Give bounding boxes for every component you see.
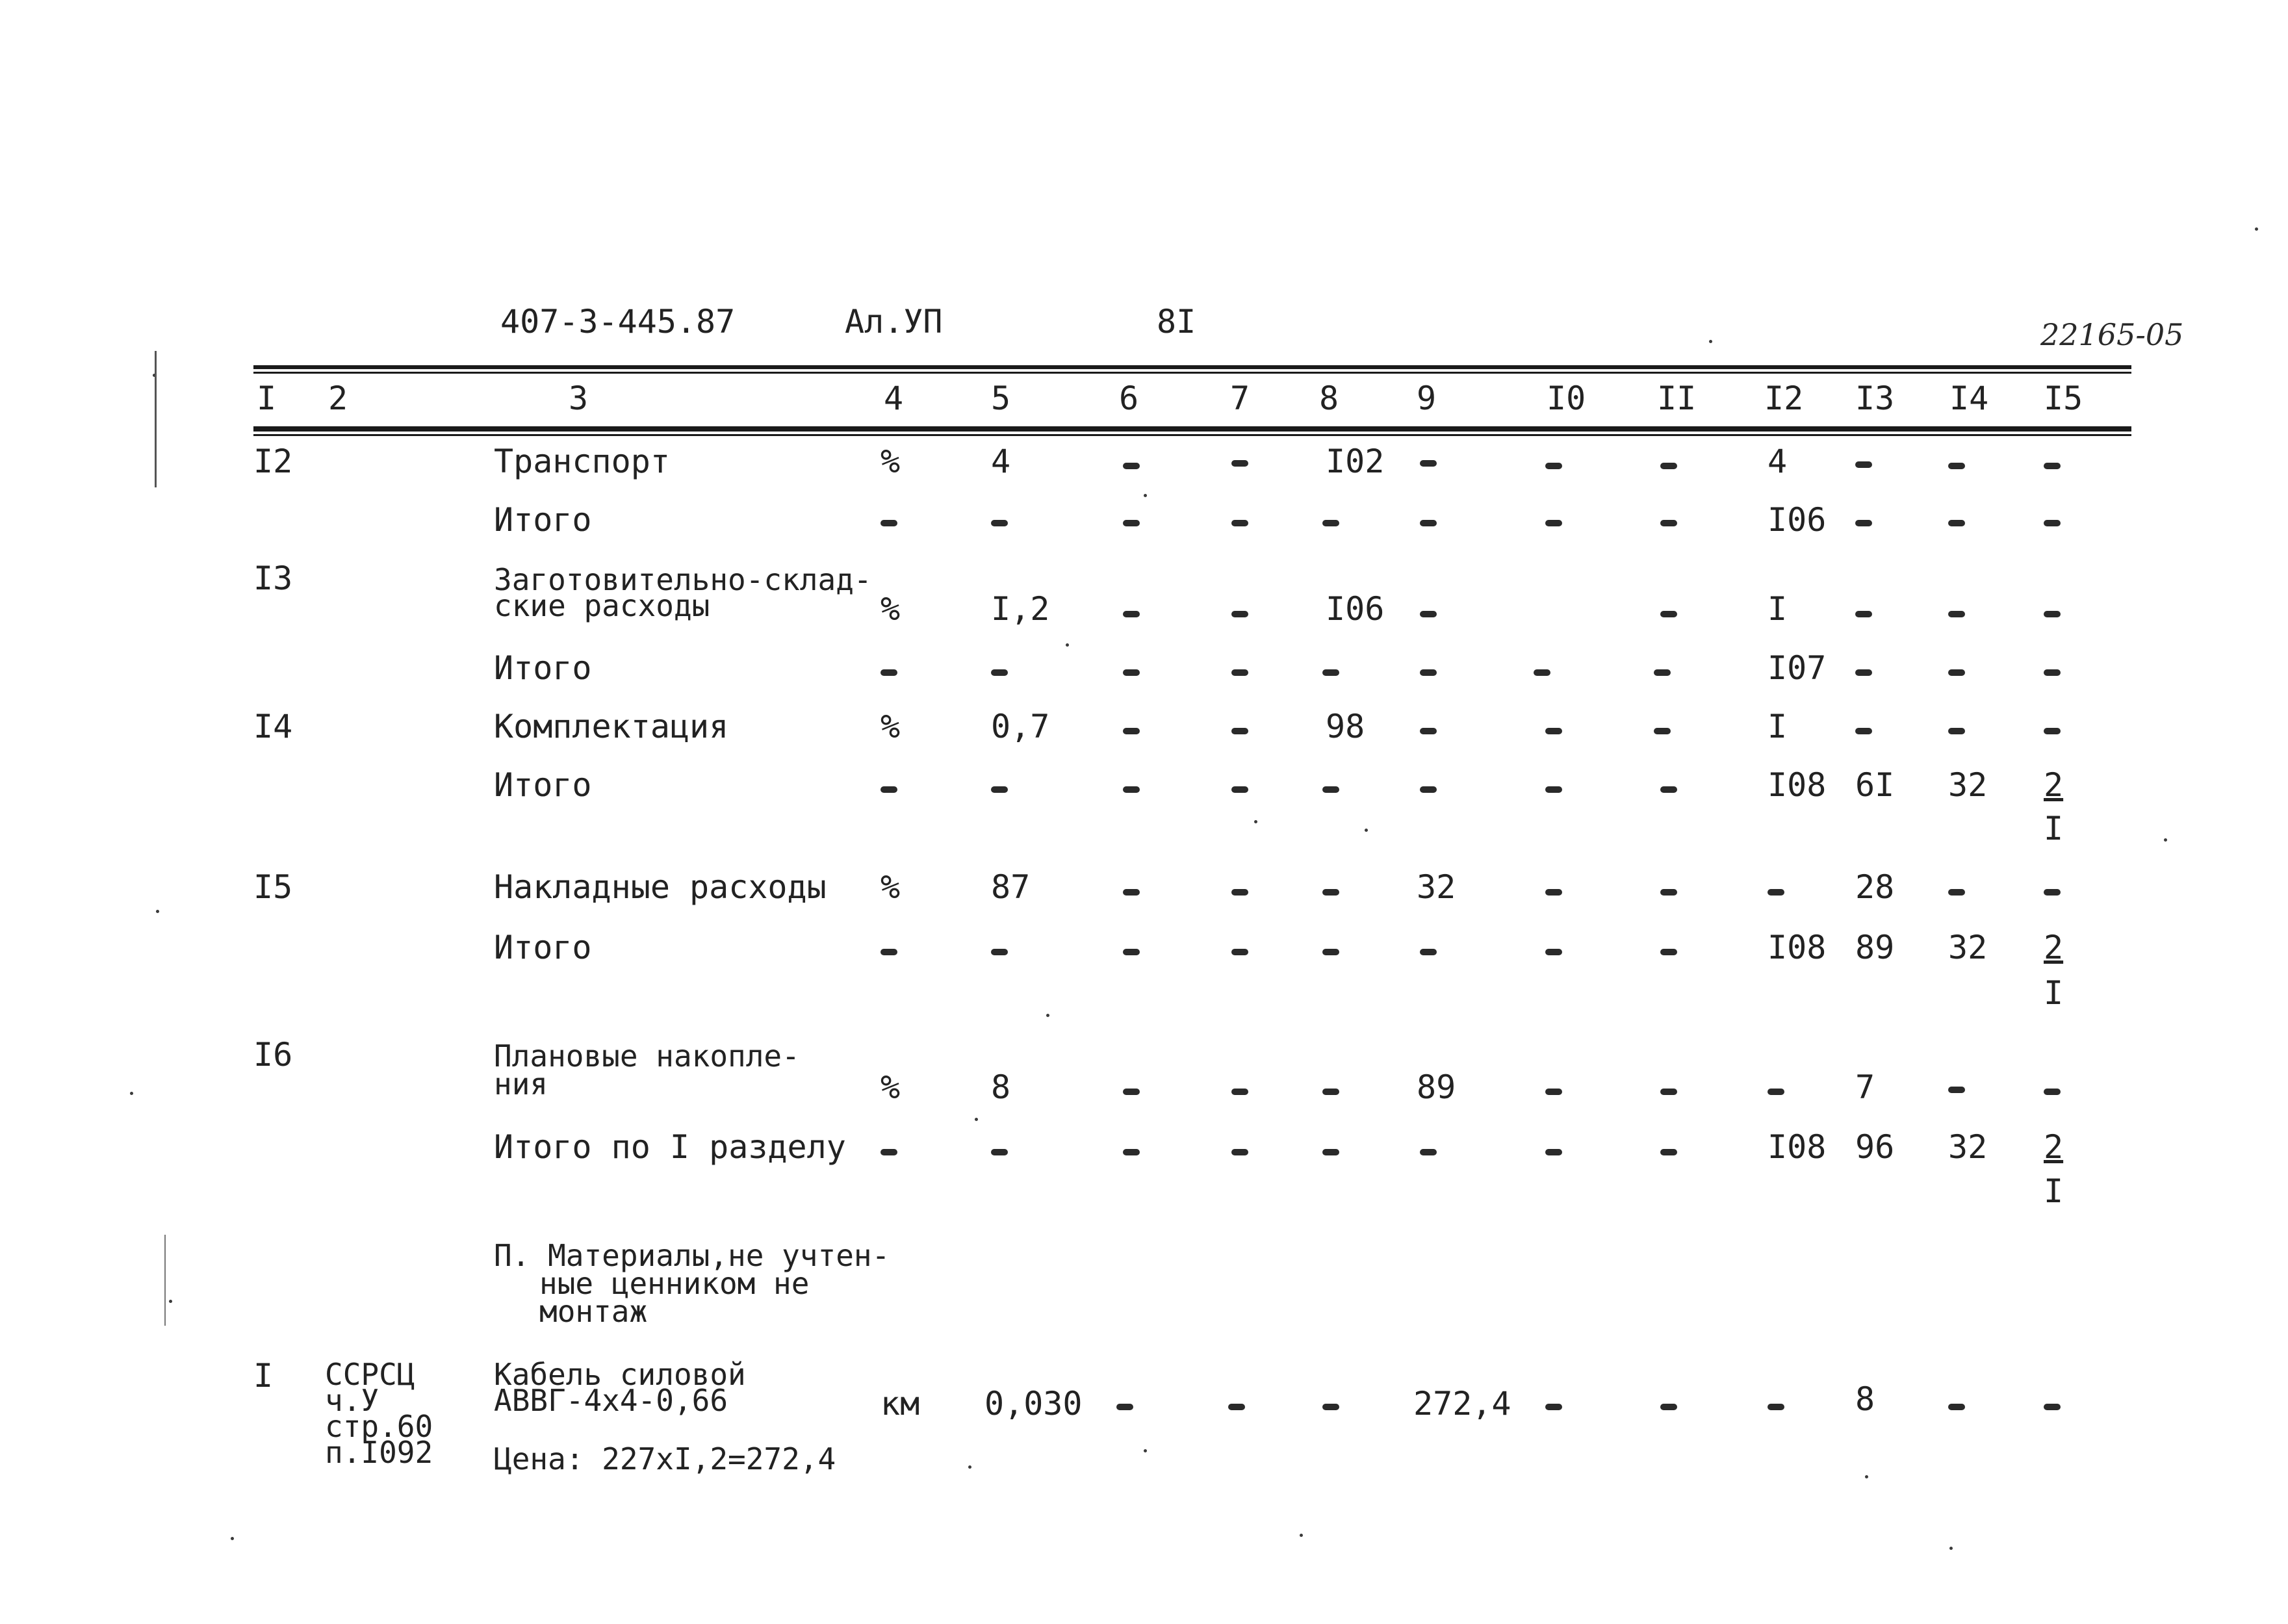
scan-speck [1144, 494, 1147, 497]
row-name-line2: АВВГ-4х4-0,66 [494, 1383, 728, 1418]
qty-cell: 0,030 [984, 1385, 1083, 1423]
page-number: 8I [1157, 303, 1196, 341]
col15-cell-bottom: I [2044, 810, 2064, 847]
dash [1855, 520, 1872, 526]
scan-speck [1709, 340, 1712, 343]
scan-speck [1865, 1475, 1868, 1478]
scan-speck [1365, 829, 1368, 832]
dash [2044, 889, 2061, 896]
col-header: 4 [884, 380, 904, 417]
dash [991, 786, 1008, 793]
col13-cell: 6I [1855, 766, 1895, 804]
dash [2044, 1404, 2061, 1410]
unit-cell: км [880, 1385, 920, 1423]
scan-speck [1949, 1547, 1953, 1550]
col12-cell: 4 [1767, 443, 1788, 480]
col12-cell: I08 [1767, 766, 1827, 804]
archive-stamp: 22165-05 [2040, 317, 2184, 352]
col-header: 2 [328, 380, 348, 417]
col13-cell: 96 [1855, 1128, 1895, 1166]
dash [1545, 1149, 1562, 1155]
rate-cell: 4 [991, 443, 1011, 480]
dash [1231, 460, 1248, 467]
dash [2044, 611, 2061, 617]
dash [2044, 1089, 2061, 1095]
scan-speck [1046, 1014, 1049, 1017]
col-header: 9 [1417, 380, 1437, 417]
col14-cell: 32 [1948, 929, 1988, 966]
dash [1767, 1404, 1784, 1410]
document-code: 407-3-445.87 [500, 303, 736, 341]
dash [1228, 1404, 1245, 1410]
row-name: Итого [494, 929, 592, 966]
row-name-line1: Плановые накопле- [494, 1038, 800, 1074]
row-name-line1: Кабель силовой [494, 1357, 746, 1392]
unit-cell: % [880, 590, 901, 628]
price-note: Цена: 227хI,2=272,4 [494, 1441, 836, 1476]
section-heading-line1: П. Материалы,не учтен- [494, 1238, 890, 1273]
dash [1660, 1089, 1677, 1095]
scan-speck [1300, 1534, 1303, 1537]
dash [991, 949, 1008, 955]
row-number: I4 [253, 708, 293, 745]
header-bottom-rule-1 [253, 426, 2131, 432]
dash [1420, 460, 1437, 467]
dash [1322, 1404, 1339, 1410]
dash [1123, 1149, 1140, 1155]
dash [1322, 889, 1339, 896]
dash [880, 949, 897, 955]
col-header: 7 [1230, 380, 1250, 417]
top-double-rule-1 [253, 365, 2131, 369]
dash [1231, 669, 1248, 676]
dash [1545, 786, 1562, 793]
dash [1654, 669, 1671, 676]
dash [1231, 728, 1248, 734]
col8-cell: I06 [1326, 590, 1385, 628]
col13-cell: 8 [1855, 1380, 1875, 1418]
col15-cell-bottom: I [2044, 1172, 2064, 1210]
col12-cell: I [1767, 708, 1788, 745]
dash [1420, 1149, 1437, 1155]
scan-speck [1254, 820, 1257, 823]
dash [991, 520, 1008, 526]
unit-cell: % [880, 708, 901, 745]
dash [1322, 1089, 1339, 1095]
rate-cell: 0,7 [991, 708, 1050, 745]
scan-speck [231, 1537, 234, 1540]
dash [1660, 949, 1677, 955]
col12-cell: I [1767, 590, 1788, 628]
col-header: I5 [2044, 380, 2083, 417]
row-name: Итого [494, 501, 592, 539]
dash [1123, 463, 1140, 469]
dash [1660, 786, 1677, 793]
dash [1948, 611, 1965, 617]
unit-cell: % [880, 868, 901, 906]
dash [1948, 669, 1965, 676]
col12-cell: I08 [1767, 929, 1827, 966]
scan-speck [1066, 643, 1069, 647]
row-number: I3 [253, 560, 293, 597]
binding-mark [155, 351, 157, 487]
dash [1545, 1404, 1562, 1410]
scan-speck [2164, 838, 2167, 842]
col-header: 6 [1119, 380, 1139, 417]
rate-cell: I,2 [991, 590, 1050, 628]
col-header: I3 [1855, 380, 1895, 417]
dash [1545, 949, 1562, 955]
dash [1654, 728, 1671, 734]
header-bottom-rule-2 [253, 434, 2131, 436]
dash [1855, 728, 1872, 734]
scan-speck [169, 1300, 172, 1303]
row-number: I2 [253, 443, 293, 480]
col8-cell: I02 [1326, 443, 1385, 480]
dash [1660, 611, 1677, 617]
dash [1123, 889, 1140, 896]
col13-cell: 89 [1855, 929, 1895, 966]
dash [1545, 728, 1562, 734]
col9-cell: 89 [1417, 1068, 1456, 1106]
dash [1231, 949, 1248, 955]
dash [1660, 889, 1677, 896]
row-name: Комплектация [494, 708, 729, 745]
col-header: I2 [1764, 380, 1804, 417]
dash [1231, 1089, 1248, 1095]
dash [1420, 520, 1437, 526]
dash [1545, 889, 1562, 896]
col14-cell: 32 [1948, 766, 1988, 804]
dash [1948, 728, 1965, 734]
dash [1660, 520, 1677, 526]
dash [1767, 1089, 1784, 1095]
dash [1948, 889, 1965, 896]
dash [1534, 669, 1550, 676]
dash [1420, 786, 1437, 793]
col9-cell: 272,4 [1413, 1385, 1511, 1423]
dash [880, 669, 897, 676]
dash [1322, 520, 1339, 526]
dash [1322, 949, 1339, 955]
rate-cell: 8 [991, 1068, 1011, 1106]
scan-speck [1144, 1449, 1147, 1452]
col12-cell: I07 [1767, 649, 1827, 687]
dash [1116, 1404, 1133, 1410]
dash [1420, 949, 1437, 955]
dash [1123, 669, 1140, 676]
col15-cell-bottom: I [2044, 974, 2064, 1012]
row-number: I6 [253, 1036, 293, 1074]
dash [1948, 1404, 1965, 1410]
dash [991, 1149, 1008, 1155]
col15-cell-top: 2 [2044, 1128, 2064, 1166]
scan-speck [975, 1118, 978, 1121]
row-name: Итого по I разделу [494, 1128, 846, 1166]
col-header: I4 [1949, 380, 1989, 417]
dash [1123, 728, 1140, 734]
dash [1231, 786, 1248, 793]
reference-line2: ч.У [325, 1383, 379, 1418]
dash [991, 669, 1008, 676]
col-header: 5 [991, 380, 1011, 417]
row-name-line2: ские расходы [494, 588, 710, 623]
dash [1322, 1149, 1339, 1155]
dash [1545, 463, 1562, 469]
col12-cell: I08 [1767, 1128, 1827, 1166]
unit-cell: % [880, 443, 901, 480]
dash [1545, 520, 1562, 526]
dash [1855, 611, 1872, 617]
dash [1231, 611, 1248, 617]
dash [880, 1149, 897, 1155]
row-name-line2: ния [494, 1066, 548, 1102]
col-header: I [257, 380, 277, 417]
col-header: 3 [569, 380, 589, 417]
dash [1855, 669, 1872, 676]
dash [1231, 1149, 1248, 1155]
col13-cell: 28 [1855, 868, 1895, 906]
dash [1660, 1149, 1677, 1155]
dash [880, 520, 897, 526]
dash [2044, 520, 2061, 526]
row-name: Итого [494, 766, 592, 804]
dash [2044, 728, 2061, 734]
col14-cell: 32 [1948, 1128, 1988, 1166]
row-number: I [253, 1357, 274, 1395]
dash [2044, 463, 2061, 469]
col15-cell-top: 2 [2044, 766, 2064, 804]
scan-speck [156, 910, 159, 913]
row-name: Накладные расходы [494, 868, 827, 906]
row-name: Транспорт [494, 443, 670, 480]
col12-cell: I06 [1767, 501, 1827, 539]
dash [1948, 1087, 1965, 1093]
dash [1948, 463, 1965, 469]
col9-cell: 32 [1417, 868, 1456, 906]
scan-speck [130, 1092, 133, 1095]
scan-speck [2255, 227, 2258, 231]
reference-line1: ССРСЦ [325, 1357, 415, 1392]
unit-cell: % [880, 1068, 901, 1106]
col13-cell: 7 [1855, 1068, 1875, 1106]
dash [1231, 889, 1248, 896]
dash [1420, 728, 1437, 734]
top-double-rule-2 [253, 372, 2131, 374]
dash [1660, 463, 1677, 469]
dash [1855, 461, 1872, 468]
dash [1231, 520, 1248, 526]
dash [1767, 889, 1784, 896]
dash [1322, 786, 1339, 793]
dash [2044, 669, 2061, 676]
dash [1123, 1089, 1140, 1095]
dash [1948, 520, 1965, 526]
dash [1322, 669, 1339, 676]
dash [1660, 1404, 1677, 1410]
dash [1123, 520, 1140, 526]
binding-mark [164, 1235, 166, 1326]
row-number: I5 [253, 868, 293, 906]
col-header: I0 [1547, 380, 1586, 417]
row-name: Итого [494, 649, 592, 687]
sheet-label: Ал.УП [845, 303, 943, 341]
reference-line4: п.I092 [325, 1435, 433, 1470]
dash [1123, 786, 1140, 793]
rate-cell: 87 [991, 868, 1031, 906]
section-heading-line3: монтаж [539, 1294, 648, 1329]
reference-line3: стр.60 [325, 1409, 433, 1444]
dash [1123, 611, 1140, 617]
row-name-line1: Заготовительно-склад- [494, 562, 872, 597]
dash [1420, 669, 1437, 676]
col8-cell: 98 [1326, 708, 1365, 745]
col-header: II [1657, 380, 1697, 417]
dash [1123, 949, 1140, 955]
scan-speck [968, 1465, 971, 1469]
dash [1545, 1089, 1562, 1095]
dash [1420, 611, 1437, 617]
col-header: 8 [1319, 380, 1339, 417]
dash [880, 786, 897, 793]
col15-cell-top: 2 [2044, 929, 2064, 966]
section-heading-line2: ные ценником не [539, 1266, 810, 1301]
